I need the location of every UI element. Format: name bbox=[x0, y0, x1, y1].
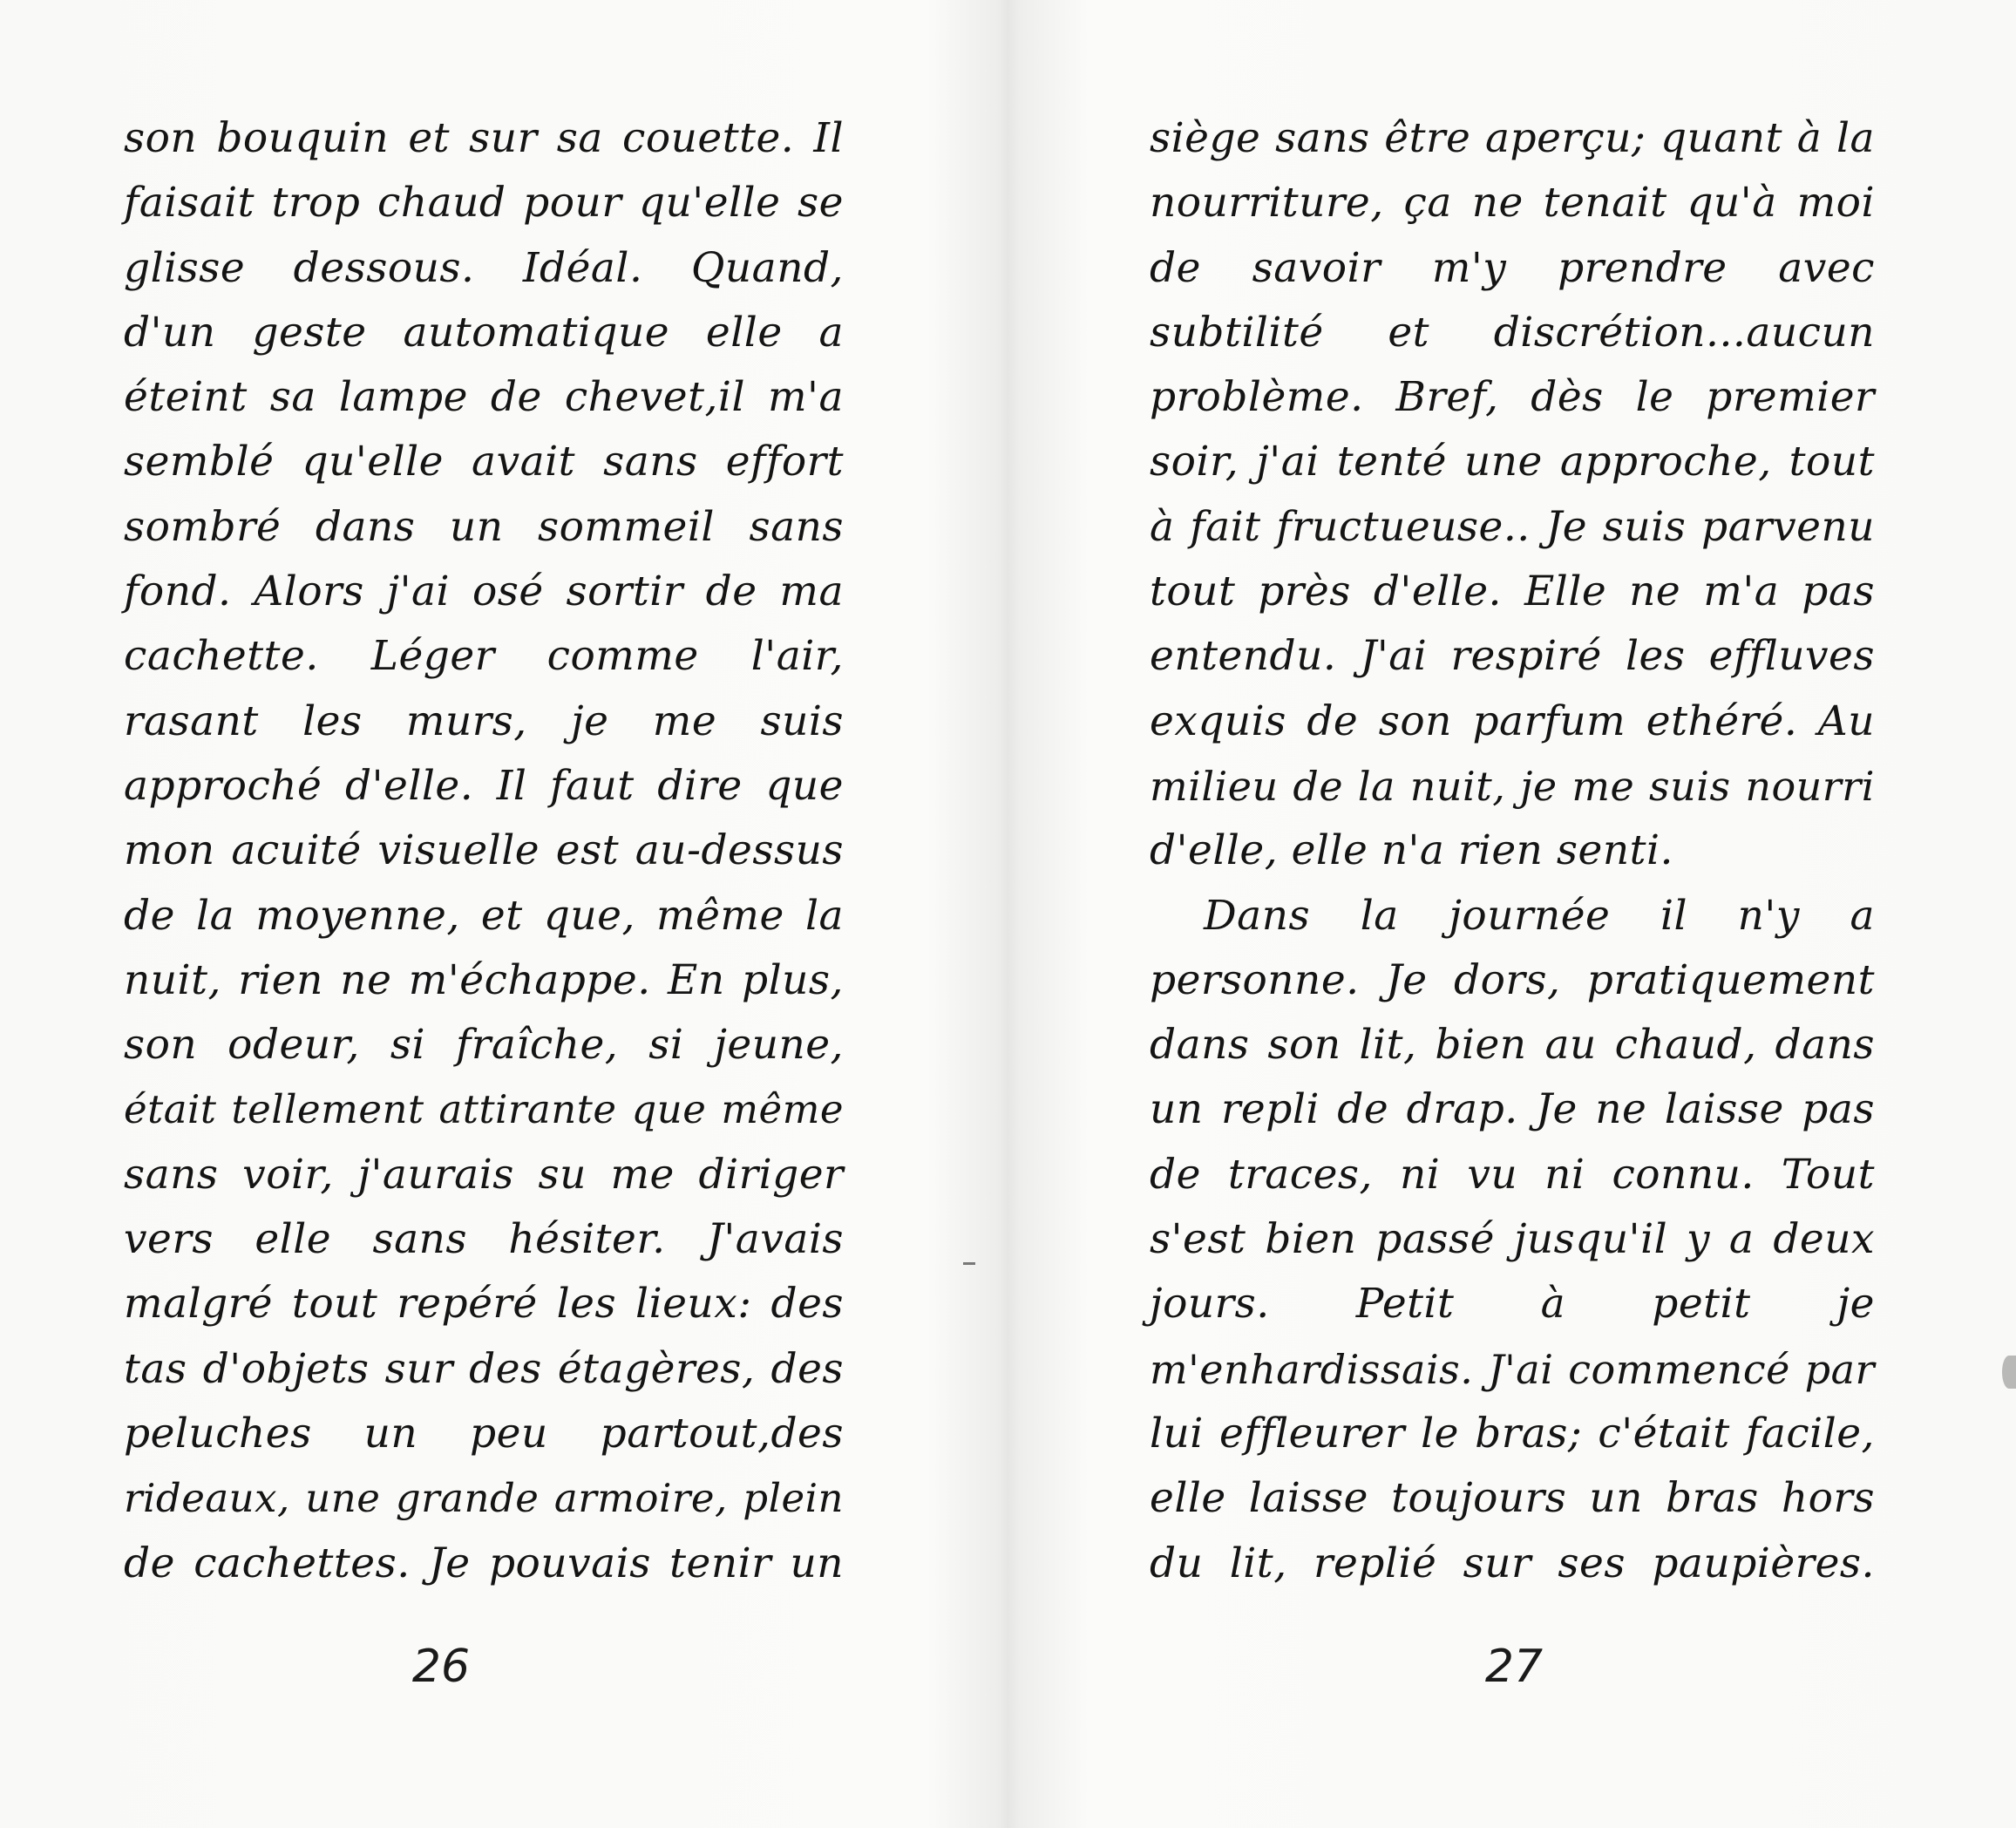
text-line: peluches un peu partout,des bbox=[124, 1409, 844, 1458]
text-line: mon acuité visuelle est au-dessus bbox=[124, 826, 844, 875]
right-page bbox=[1008, 0, 2016, 1828]
text-line: sans voir, j'aurais su me diriger bbox=[124, 1150, 844, 1199]
text-line: subtilité et discrétion...aucun bbox=[1150, 308, 1875, 357]
text-line: s'est bien passé jusqu'il y a deux bbox=[1150, 1215, 1875, 1264]
text-line: elle laisse toujours un bras hors bbox=[1150, 1474, 1875, 1523]
text-line: tout près d'elle. Elle ne m'a pas bbox=[1150, 567, 1875, 616]
page-number: 26 bbox=[411, 1641, 471, 1693]
text-line: fond. Alors j'ai osé sortir de ma bbox=[124, 567, 844, 616]
text-line: de traces, ni vu ni connu. Tout bbox=[1150, 1150, 1875, 1199]
right-page-text bbox=[1150, 106, 1875, 1596]
text-line: de la moyenne, et que, même la bbox=[124, 891, 844, 940]
text-line: était tellement attirante que même bbox=[124, 1086, 844, 1133]
text-line: son bouquin et sur sa couette. Il bbox=[124, 114, 844, 162]
text-line: siège sans être aperçu; quant à la bbox=[1150, 114, 1875, 162]
text-line: personne. Je dors, pratiquement bbox=[1150, 955, 1875, 1004]
text-line: lui effleurer le bras; c'était facile, bbox=[1150, 1409, 1875, 1458]
text-line: de cachettes. Je pouvais tenir un bbox=[124, 1539, 844, 1587]
text-line: malgré tout repéré les lieux: des bbox=[124, 1280, 844, 1329]
left-page-text bbox=[124, 106, 844, 1596]
text-line: à fait fructueuse.. Je suis parvenu bbox=[1150, 502, 1875, 551]
text-line: problème. Bref, dès le premier bbox=[1150, 373, 1875, 422]
gutter-mark bbox=[963, 1262, 975, 1265]
text-line: son odeur, si fraîche, si jeune, bbox=[124, 1021, 844, 1070]
text-line: entendu. J'ai respiré les effluves bbox=[1150, 632, 1875, 681]
text-line: faisait trop chaud pour qu'elle se bbox=[124, 179, 844, 228]
text-line: nourriture, ça ne tenait qu'à moi bbox=[1150, 179, 1875, 228]
text-line: glisse dessous. Idéal. Quand, bbox=[124, 243, 844, 292]
text-line: de savoir m'y prendre avec bbox=[1150, 243, 1875, 292]
text-line: tas d'objets sur des étagères, des bbox=[124, 1344, 844, 1393]
text-line: cachette. Léger comme l'air, bbox=[124, 632, 844, 681]
text-line: du lit, replié sur ses paupières. bbox=[1150, 1539, 1875, 1587]
text-line: jours. Petit à petit je bbox=[1150, 1280, 1875, 1329]
text-line: semblé qu'elle avait sans effort bbox=[124, 438, 844, 486]
text-line: dans son lit, bien au chaud, dans bbox=[1150, 1021, 1875, 1070]
text-line: d'un geste automatique elle a bbox=[124, 308, 844, 357]
text-line: rasant les murs, je me suis bbox=[124, 697, 844, 745]
scan-edge-spot bbox=[2002, 1356, 2016, 1389]
text-line: sombré dans un sommeil sans bbox=[124, 502, 844, 551]
text-line: exquis de son parfum ethéré. Au bbox=[1150, 697, 1875, 745]
text-line: un repli de drap. Je ne laisse pas bbox=[1150, 1085, 1875, 1134]
text-line: d'elle, elle n'a rien senti. bbox=[1150, 826, 1673, 875]
text-line: nuit, rien ne m'échappe. En plus, bbox=[124, 955, 844, 1004]
page-number: 27 bbox=[1484, 1641, 1544, 1693]
text-line: éteint sa lampe de chevet,il m'a bbox=[124, 373, 844, 422]
text-line: milieu de la nuit, je me suis nourri bbox=[1150, 762, 1875, 810]
text-line: m'enhardissais. J'ai commencé par bbox=[1150, 1345, 1875, 1393]
text-line: soir, j'ai tenté une approche, tout bbox=[1150, 438, 1875, 486]
text-line: Dans la journée il n'y a bbox=[1204, 891, 1875, 940]
text-line: rideaux, une grande armoire, plein bbox=[124, 1475, 844, 1522]
text-line: vers elle sans hésiter. J'avais bbox=[124, 1215, 844, 1264]
text-line: approché d'elle. Il faut dire que bbox=[124, 761, 844, 810]
